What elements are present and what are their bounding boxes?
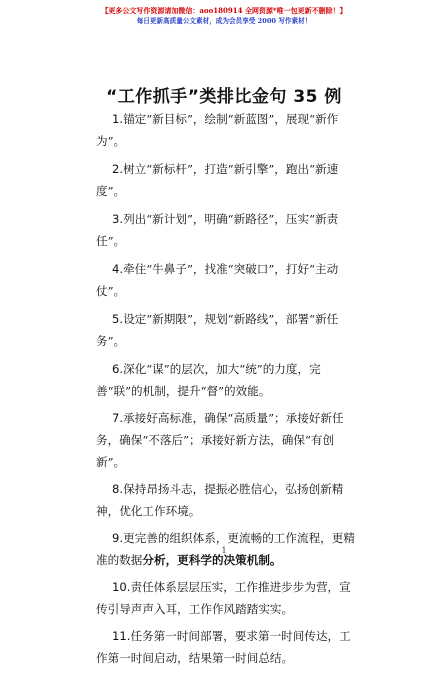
sentence-list — [96, 108, 356, 674]
list-item: 11.任务第一时间部署，要求第一时间传达，工作第一时间启动，结果第一时间总结。 — [96, 629, 351, 665]
list-item: 9.更完善的组织体系，更流畅的工作流程，更精准的数据分析，更科学的决策机制。 — [96, 531, 355, 567]
document-title: “工作抓手”类排比金句 35 例 — [106, 87, 342, 107]
list-item: 3.列出“新计划”，明确“新路径”，压实“新责任”。 — [96, 212, 339, 248]
page-number: 1 — [221, 546, 227, 555]
list-item: 10.责任体系层层压实，工作推进步步为营，宣传引导声声入耳，工作作风踏踏实实。 — [96, 580, 351, 616]
list-item: 4.牵住“牛鼻子”，找准“突破口”，打好“主动仗”。 — [96, 262, 339, 298]
list-item: 2.树立“新标杆”，打造“新引擎”，跑出“新速度”。 — [96, 162, 339, 198]
promo-banner-line-1: 【更多公文写作资源请加微信：aoo180914 全网资源*唯一包更新不删除！】 — [101, 6, 347, 15]
list-item: 6.深化“谋”的层次，加大“统”的力度，完善“联”的机制，提升“督”的效能。 — [96, 362, 321, 398]
list-item: 5.设定“新期限”，规划“新路线”，部署“新任务”。 — [96, 312, 339, 348]
list-item: 7.承接好高标准，确保“高质量”；承接好新任务，确保“不落后”；承接好新方法，确保“有创新”。 — [96, 411, 344, 469]
promo-banner — [0, 6, 448, 26]
list-item: 8.保持昂扬斗志，提振必胜信心，弘扬创新精神，优化工作环境。 — [96, 482, 344, 518]
promo-banner-line-2: 每日更新高质量公文素材，成为会员享受 2000 写作素材！ — [136, 17, 312, 25]
list-item: 1.锚定“新目标”，绘制“新蓝图”，展现“新作为”。 — [96, 112, 339, 148]
bold-emphasis: 分析，更科学的决策机制。 — [142, 553, 282, 567]
